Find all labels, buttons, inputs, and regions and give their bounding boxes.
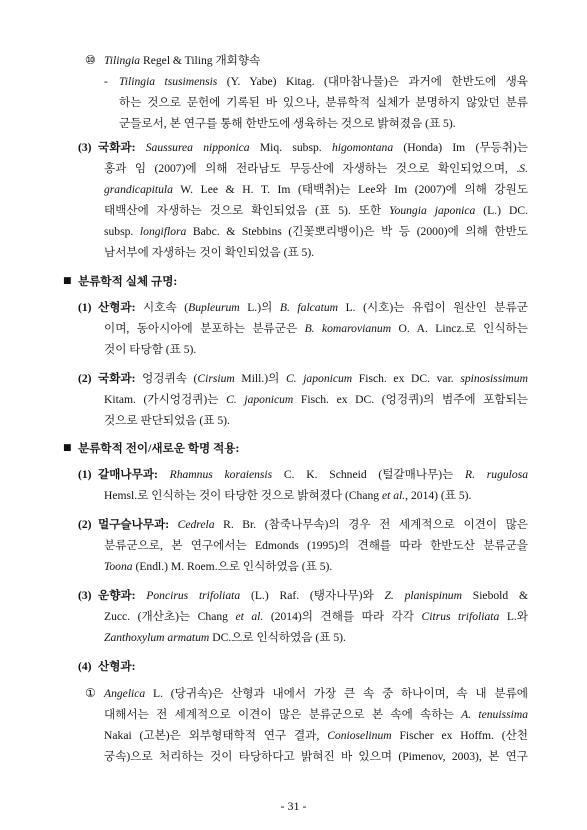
list-marker: (2): [78, 372, 92, 385]
scientific-name: C. japonicum: [226, 393, 294, 406]
text-run: L. (시호)는 유럽이 원산인 분류군: [338, 301, 529, 314]
section-bullet: ■: [63, 443, 72, 453]
scientific-name: grandicapitula: [104, 183, 173, 196]
text-line: [104, 410, 528, 431]
text-run: 남서부에 자생하는 것이 확인되었음 (표 5).: [104, 246, 315, 259]
scientific-name: S.: [519, 162, 528, 175]
text-line: [104, 242, 528, 263]
scientific-name: Toona: [104, 560, 133, 573]
list-item: [0, 50, 587, 71]
scientific-name: Angelica: [104, 687, 146, 700]
bold-label: 갈매나무과:: [98, 468, 158, 481]
scientific-name: Conioselinum: [327, 729, 392, 742]
scientific-name: Zanthoxylum armatum: [104, 631, 210, 644]
section-heading: [0, 271, 587, 292]
text-line: [104, 389, 528, 410]
list-marker: (1): [78, 468, 92, 481]
text-line: [85, 50, 528, 71]
list-marker: (3): [78, 141, 92, 154]
text-line: [63, 438, 528, 459]
bold-label: 분류학적 실체 규명:: [78, 275, 178, 288]
list-item: [0, 585, 587, 648]
list-item: [0, 464, 587, 506]
text-run: L.와: [499, 610, 528, 623]
text-run: Siebold &: [461, 589, 529, 602]
text-line: [104, 71, 528, 92]
list-marker: ⑩: [85, 53, 96, 67]
text-run: [135, 141, 145, 154]
list-marker: (2): [78, 518, 92, 531]
text-line: [104, 179, 528, 200]
scientific-name: B. falcatum: [279, 301, 338, 314]
list-item: [0, 514, 587, 577]
scientific-name: Poncirus trifoliata: [146, 589, 241, 602]
scientific-name: Cedrela: [177, 518, 215, 531]
text-run: 대해서는 전 세계적으로 이견이 많은 분류군으로 본 속에 속하는: [104, 708, 462, 721]
text-line: [104, 746, 528, 767]
scientific-name: Citrus trifoliata: [421, 610, 500, 623]
text-run: L.)의: [239, 301, 280, 314]
list-item: [0, 71, 587, 134]
section-bullet: ■: [63, 276, 72, 286]
text-run: Fischer ex Hoffm. (산천: [391, 729, 528, 742]
bold-label: 산형과:: [98, 660, 136, 673]
scientific-name: A. tenuissima: [461, 708, 528, 721]
text-run: 것으로 판단되었음 (표 5).: [104, 414, 230, 427]
text-run: 하는 것으로 문헌에 기록된 바 있으나, 분류학적 실체가 분명하지 않았던 분류: [119, 96, 528, 109]
text-run: Babc. & Stebbins (긴꽃뽀리뱅이)은 박 등 (2000)에 의해 한반도: [186, 225, 529, 238]
text-run: 시호속 (: [135, 301, 189, 314]
bold-label: 국화과:: [98, 141, 136, 154]
text-run: (2014)의 견해를 따라 각각: [263, 610, 422, 623]
text-line: [104, 318, 528, 339]
bold-label: 멀구슬나무과:: [98, 518, 170, 531]
text-run: C. K. Schneid (털갈매나무)는: [272, 468, 466, 481]
text-line: [78, 368, 528, 389]
text-run: , 2014) (표 5).: [405, 489, 472, 502]
text-run: Fisch. ex DC. var.: [352, 372, 461, 385]
scientific-name: B. komarovianum: [304, 322, 392, 335]
text-line: [78, 297, 529, 318]
text-line: [104, 339, 528, 360]
list-item: [0, 137, 587, 263]
text-run: [135, 589, 146, 602]
scientific-name: longiflora: [139, 225, 187, 238]
text-run: Nakai (고본)은 외부형태학적 연구 결과,: [104, 729, 328, 742]
text-line: [104, 221, 528, 242]
text-line: [104, 485, 528, 506]
scientific-name: Bupleurum: [188, 301, 240, 314]
scientific-name: Saussurea nipponica: [145, 141, 250, 154]
text-line: [63, 271, 528, 292]
text-run: Fisch. ex DC. (엉겅퀴)의 범주에 포함되는: [293, 393, 529, 406]
text-run: Mill.)의: [234, 372, 286, 385]
text-line: [104, 627, 528, 648]
text-line: [78, 585, 529, 606]
text-run: (Y. Yabe) Kitag. (대마참나물)은 과거에 한반도에 생육: [217, 75, 528, 88]
text-run: [169, 518, 178, 531]
document-body: [0, 50, 587, 767]
scientific-name: Rhamnus koraiensis: [169, 468, 273, 481]
scientific-name: Tilingia tsusimensis: [119, 75, 218, 88]
text-run: 이며, 동아시아에 분포하는 분류군은: [104, 322, 305, 335]
text-run: subsp.: [104, 225, 140, 238]
text-line: [78, 137, 528, 158]
scientific-name: R. rugulosa: [465, 468, 528, 481]
scientific-name: et al.: [381, 489, 406, 502]
text-line: [104, 535, 528, 556]
text-line: [104, 704, 528, 725]
text-run: (L.) Raf. (탱자나무)와: [240, 589, 385, 602]
text-run: 엉겅퀴속 (: [135, 372, 198, 385]
text-run: W. Lee & H. T. Im (태백취)는 Lee와 Im (2007)에 의해 강원도: [172, 183, 528, 196]
list-item: [0, 656, 587, 677]
list-marker: ①: [85, 686, 96, 700]
scientific-name: Youngia japonica: [389, 204, 476, 217]
text-run: DC.으로 인식하였음 (표 5).: [209, 631, 346, 644]
page-number: - 31 -: [280, 799, 307, 813]
list-item: [0, 297, 587, 360]
text-run: 분류군으로, 본 연구에서는 Edmonds (1995)의 견해를 따라 한반도산 분류군을: [104, 539, 528, 552]
text-run: R. Br. (참죽나무속)의 경우 전 세계적으로 이견이 많은: [214, 518, 528, 531]
text-run: 궁속)으로 처리하는 것이 타당하다고 밝혀진 바 있으며 (Pimenov, 2003), 본 연구: [104, 750, 528, 763]
text-run: Regel & Tiling 개회향속: [140, 54, 261, 67]
list-item: [0, 683, 587, 767]
text-run: Miq. subsp.: [249, 141, 332, 154]
bold-label: 산형과:: [98, 301, 136, 314]
text-line: [85, 683, 528, 704]
text-line: [104, 200, 528, 221]
text-run: 홍과 임 (2007)에 의해 전라남도 무등산에 자생하는 것으로 확인되었으며, .: [104, 162, 520, 175]
list-marker: (4): [78, 660, 92, 673]
list-marker: (1): [78, 301, 92, 314]
text-run: [158, 468, 170, 481]
text-line: [104, 725, 528, 746]
scientific-name: Tilingia: [104, 54, 141, 67]
text-line: [119, 92, 528, 113]
list-marker: (3): [78, 589, 92, 602]
text-run: (Honda) Im (무등취)는: [393, 141, 528, 154]
bold-label: 운향과:: [98, 589, 136, 602]
bold-label: 분류학적 전이/새로운 학명 적용:: [78, 442, 240, 455]
text-run: (L.) DC.: [475, 204, 528, 217]
scientific-name: Z. planispinum: [384, 589, 462, 602]
text-run: L. (당귀속)은 산형과 내에서 가장 큰 속 중 하나이며, 속 내 분류에: [145, 687, 528, 700]
text-line: [104, 158, 528, 179]
scientific-name: et al.: [235, 610, 264, 623]
scientific-name: C. japonicum: [285, 372, 353, 385]
text-run: Kitam. (가시엉겅퀴)는: [104, 393, 227, 406]
text-run: (Endl.) M. Roem.으로 인식하였음 (표 5).: [132, 560, 333, 573]
text-run: Hemsl.로 인식하는 것이 타당한 것으로 밝혀졌다 (Chang: [104, 489, 382, 502]
text-line: [78, 464, 528, 485]
section-heading: [0, 438, 587, 459]
scientific-name: higomontana: [331, 141, 394, 154]
list-item: [0, 368, 587, 431]
text-line: [78, 656, 528, 677]
scientific-name: spinosissimum: [460, 372, 528, 385]
text-run: 군들로서, 본 연구를 통해 한반도에 생육하는 것으로 밝혀졌음 (표 5).: [119, 117, 456, 130]
list-marker: -: [104, 75, 108, 88]
text-run: O. A. Lincz.로 인식하는: [391, 322, 528, 335]
text-line: [78, 514, 528, 535]
scientific-name: Cirsium: [197, 372, 235, 385]
text-run: 태백산에 자생하는 것으로 확인되었음 (표 5). 또한: [104, 204, 390, 217]
bold-label: 국화과:: [98, 372, 136, 385]
text-run: 것이 타당함 (표 5).: [104, 343, 197, 356]
text-line: [104, 606, 528, 627]
text-run: Zucc. (개산초)는 Chang: [104, 610, 236, 623]
text-line: [119, 113, 528, 134]
text-line: [104, 556, 528, 577]
